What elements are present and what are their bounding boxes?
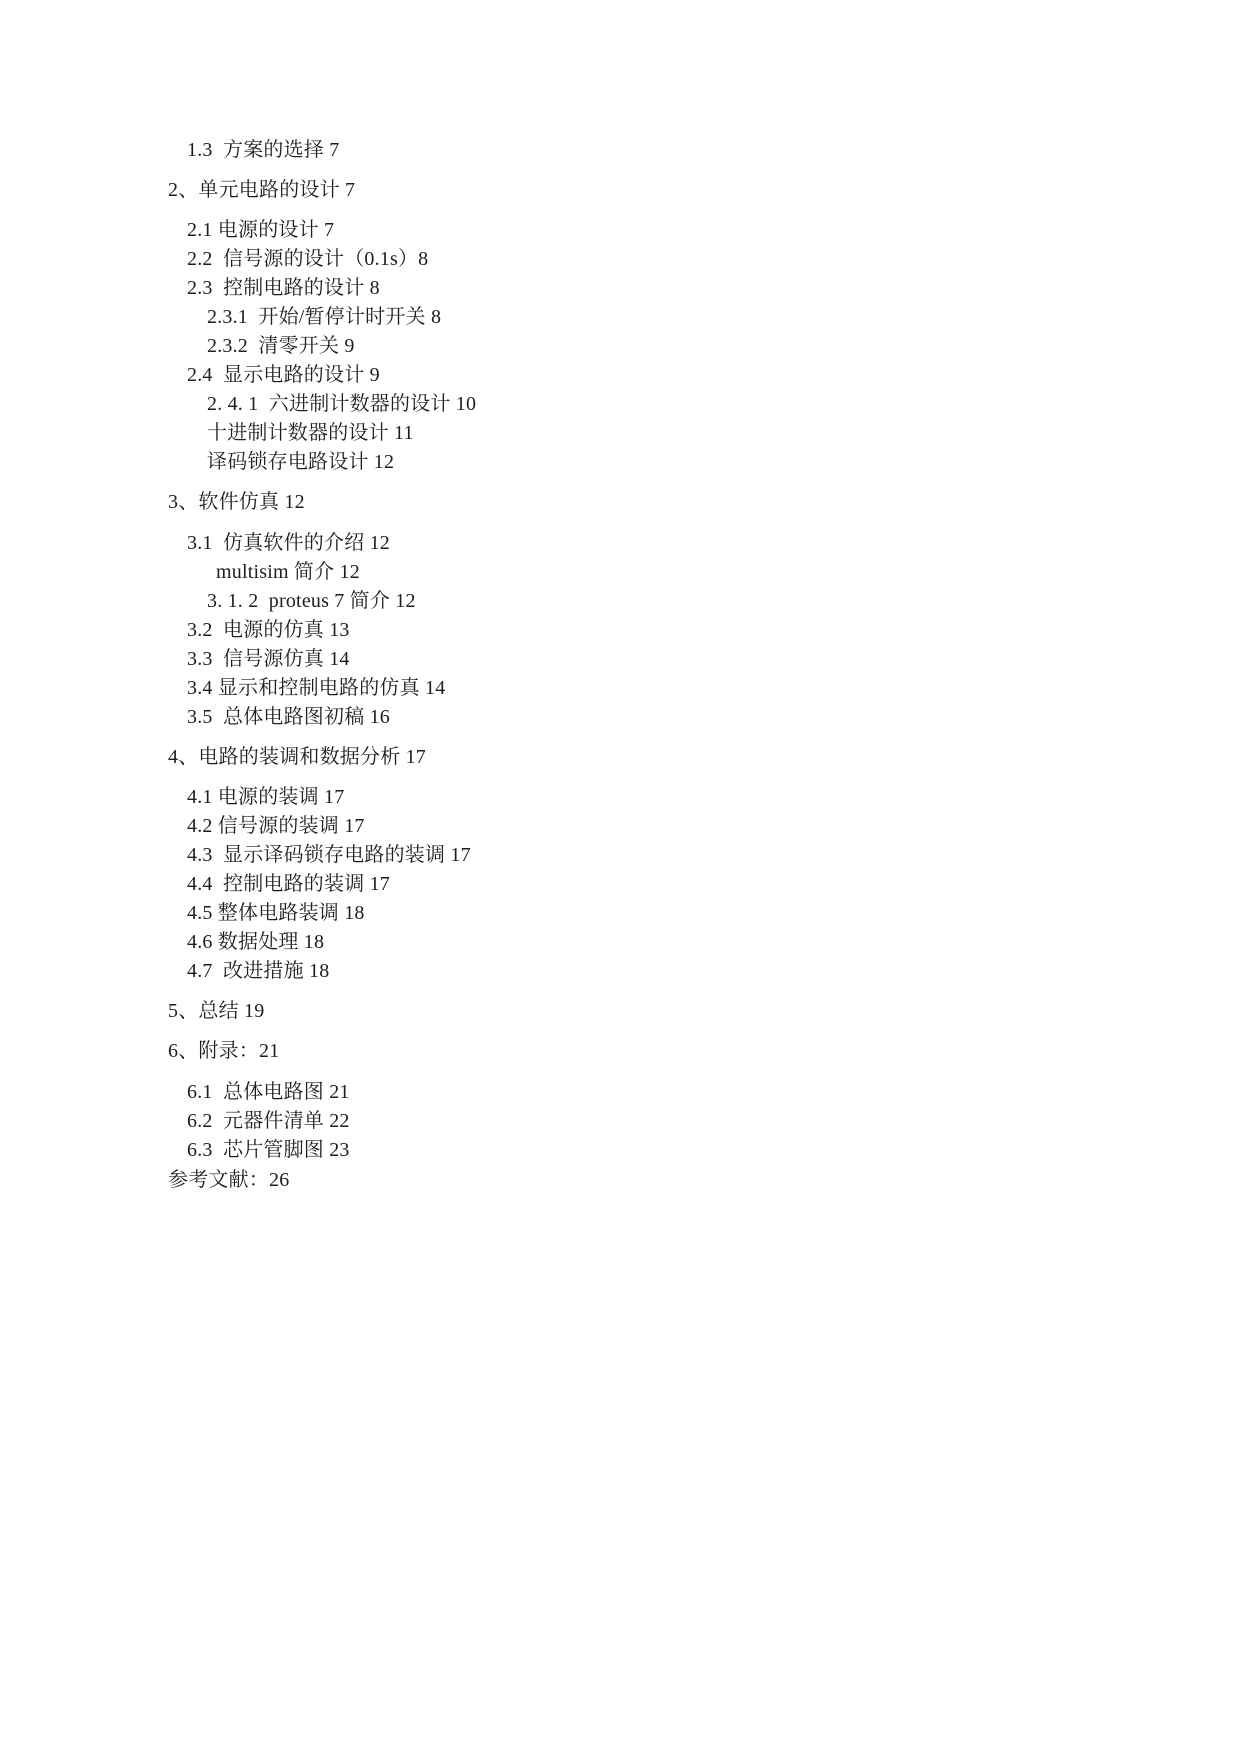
toc-section-3-2: 3.2 电源的仿真 13	[187, 619, 350, 641]
toc-section-4-5: 4.5 整体电路装调 18	[187, 902, 365, 924]
toc-subsection-2-3-2: 2.3.2 清零开关 9	[207, 335, 355, 357]
toc-section-1-3: 1.3 方案的选择 7	[187, 139, 340, 161]
toc-chapter-3: 3、软件仿真 12	[168, 491, 305, 513]
toc-section-4-3: 4.3 显示译码锁存电路的装调 17	[187, 844, 471, 866]
toc-section-3-5: 3.5 总体电路图初稿 16	[187, 706, 390, 728]
toc-references: 参考文献：26	[168, 1169, 290, 1191]
toc-chapter-2: 2、单元电路的设计 7	[168, 179, 356, 201]
toc-subsection-decoder-latch: 译码锁存电路设计 12	[207, 451, 395, 473]
toc-subsection-decimal-counter: 十进制计数器的设计 11	[207, 422, 414, 444]
toc-section-2-3: 2.3 控制电路的设计 8	[187, 277, 380, 299]
toc-subsection-2-3-1: 2.3.1 开始/暂停计时开关 8	[207, 306, 442, 328]
toc-section-3-4: 3.4 显示和控制电路的仿真 14	[187, 677, 446, 699]
toc-chapter-5: 5、总结 19	[168, 1000, 265, 1022]
toc-section-6-3: 6.3 芯片管脚图 23	[187, 1139, 350, 1161]
toc-section-4-1: 4.1 电源的装调 17	[187, 786, 345, 808]
toc-section-2-4: 2.4 显示电路的设计 9	[187, 364, 380, 386]
toc-section-4-6: 4.6 数据处理 18	[187, 931, 325, 953]
toc-section-3-3: 3.3 信号源仿真 14	[187, 648, 350, 670]
toc-section-2-2: 2.2 信号源的设计（0.1s）8	[187, 248, 429, 270]
toc-subsection-2-4-1: 2. 4. 1 六进制计数器的设计 10	[207, 393, 477, 415]
toc-section-6-2: 6.2 元器件清单 22	[187, 1110, 350, 1132]
toc-section-4-2: 4.2 信号源的装调 17	[187, 815, 365, 837]
toc-section-4-7: 4.7 改进措施 18	[187, 960, 330, 982]
toc-chapter-6: 6、附录：21	[168, 1040, 280, 1062]
toc-subsection-3-1-2: 3. 1. 2 proteus 7 简介 12	[207, 590, 416, 612]
toc-section-4-4: 4.4 控制电路的装调 17	[187, 873, 390, 895]
toc-section-2-1: 2.1 电源的设计 7	[187, 219, 335, 241]
toc-section-3-1: 3.1 仿真软件的介绍 12	[187, 532, 390, 554]
toc-section-6-1: 6.1 总体电路图 21	[187, 1081, 350, 1103]
toc-subsection-multisim: multisim 简介 12	[216, 561, 360, 583]
toc-chapter-4: 4、电路的装调和数据分析 17	[168, 746, 426, 768]
